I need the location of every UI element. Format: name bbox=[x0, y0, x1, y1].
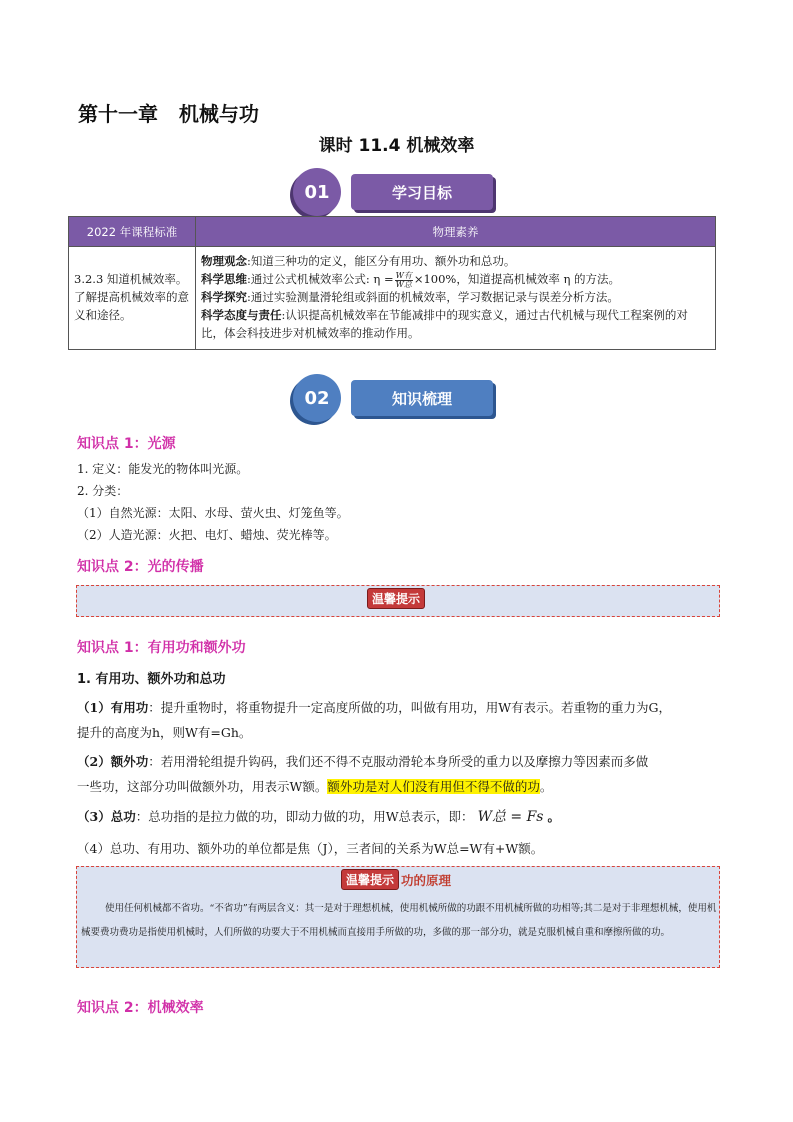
section-number: 01 bbox=[293, 168, 341, 216]
kp-efficiency-title: 知识点 2：机械效率 bbox=[77, 1000, 204, 1016]
useful-work-paragraph: （1）有用功：提升重物时，将重物提升一定高度所做的功，叫做有用功，用W有表示。若重物的重力为G， 提升的高度为h，则W有=Gh。 bbox=[77, 700, 672, 740]
kp-work-title: 知识点 1：有用功和额外功 bbox=[77, 640, 246, 656]
tip-label: 温馨提示 bbox=[367, 588, 425, 609]
lesson-title: 课时 11.4 机械效率 bbox=[318, 136, 475, 156]
section-number: 02 bbox=[293, 374, 341, 422]
section-label: 学习目标 bbox=[351, 174, 493, 210]
section-label: 知识梳理 bbox=[351, 380, 493, 416]
unit-paragraph: （4）总功、有用功、额外功的单位都是焦（J），三者间的关系为W总=W有+W额。 bbox=[77, 841, 544, 856]
section-badge-goals bbox=[293, 168, 498, 216]
extra-work-paragraph: （2）额外功：若用滑轮组提升钩码，我们还不得不克服动滑轮本身所受的重力以及摩擦力等因素而多做 一些功，这部分功叫做额外功，用表示W额。额外功是对人们没有用但不得不做的功。 bbox=[77, 754, 649, 794]
kp-light-propagation-title: 知识点 2：光的传播 bbox=[77, 559, 204, 575]
extra-work-highlight: 额外功是对人们没有用但不得不做的功 bbox=[327, 779, 540, 794]
standard-cell: 3.2.3 知道机械效率。了解提高机械效率的意义和途径。 bbox=[69, 247, 196, 350]
total-work-formula: W总 = Fs bbox=[477, 809, 544, 825]
col-header-literacy: 物理素养 bbox=[196, 217, 716, 247]
kp-light-source-list bbox=[77, 460, 349, 544]
literacy-item: 物理观念:知道三种功的定义，能区分有用功、额外功和总功。 bbox=[201, 254, 516, 269]
section-badge-knowledge bbox=[293, 374, 498, 422]
list-item: （2）人造光源：火把、电灯、蜡烛、荧光棒等。 bbox=[77, 528, 337, 542]
principle-tip-title: 功的原理 bbox=[401, 872, 452, 888]
efficiency-fraction: W有 W总 bbox=[395, 270, 412, 289]
tip-box bbox=[76, 585, 720, 617]
col-header-standard: 2022 年课程标准 bbox=[69, 217, 196, 247]
list-item: 1. 定义：能发光的物体叫光源。 bbox=[77, 462, 249, 476]
chapter-title: 第十一章 机械与功 bbox=[78, 102, 259, 126]
total-work-paragraph: （3）总功：总功指的是拉力做的功，即动力做的功，用W总表示，即： W总 = Fs 。 bbox=[77, 809, 560, 825]
tip-label: 温馨提示 bbox=[341, 869, 399, 890]
list-item: 2. 分类： bbox=[77, 484, 129, 498]
kp-light-source-title: 知识点 1：光源 bbox=[77, 436, 176, 452]
literacy-cell bbox=[196, 247, 716, 350]
literacy-item: 科学探究:通过实验测量滑轮组或斜面的机械效率，学习数据记录与误差分析方法。 bbox=[201, 290, 619, 305]
literacy-item: 科学思维 :通过公式机械效率公式: η = W有 W总 ×100%，知道提高机械效率 η 的方法。 bbox=[201, 270, 621, 289]
principle-tip-text: 使用任何机械都不省功。“不省功”有两层含义：其一是对于理想机械，使用机械所做的功跟不用机械所做的功相等;其二是对于非理想机械，使用机械要费功费功是指使用机械时，人们所做的功要大于不用机械而直接用手所做的功，多做的那一部分功，就是克服机械自重和摩擦所做的功。 bbox=[81, 903, 717, 938]
principle-tip-header bbox=[341, 869, 451, 890]
principle-tip-box bbox=[76, 866, 720, 968]
kp-work-subtitle: 1. 有用功、额外功和总功 bbox=[77, 672, 226, 687]
list-item: （1）自然光源：太阳、水母、萤火虫、灯笼鱼等。 bbox=[77, 506, 349, 520]
literacy-item: 科学态度与责任:认识提高机械效率在节能减排中的现实意义，通过古代机械与现代工程案例的对比，体会科技进步对机械效率的推动作用。 bbox=[201, 307, 688, 340]
goals-table bbox=[68, 216, 716, 350]
